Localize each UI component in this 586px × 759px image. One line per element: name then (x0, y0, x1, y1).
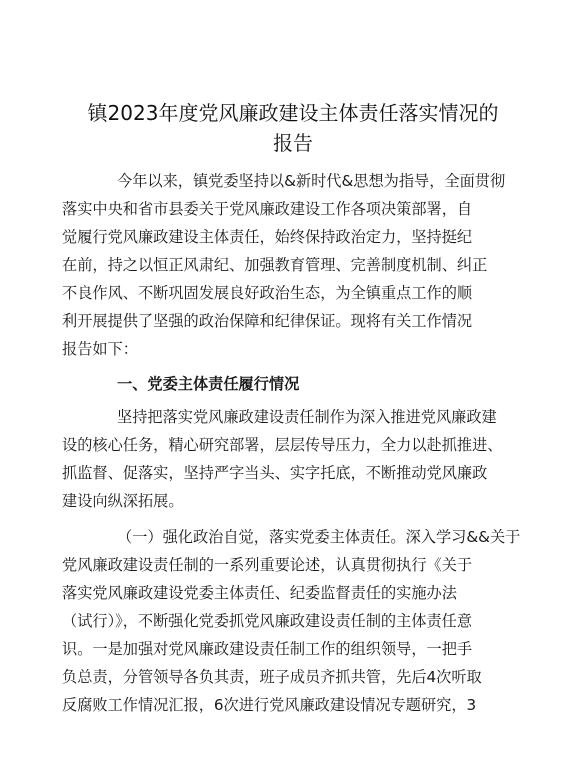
paragraph-line: 今年以来，镇党委坚持以&新时代&思想为指导，全面贯彻 (117, 172, 506, 190)
paragraph-line: 觉履行党风廉政建设主体责任，始终保持政治定力，坚持挺纪 (62, 228, 473, 246)
paragraph-line: 在前，持之以恒正风肃纪、加强教育管理、完善制度机制、纠正 (62, 256, 488, 274)
paragraph-line: 抓监督、促落实，坚持严字当头、实字托底，不断推动党风廉政 (62, 464, 488, 482)
paragraph-line: 党风廉政建设责任制的一系列重要论述，认真贯彻执行《关于 (62, 556, 473, 574)
paragraph-line: 建设向纵深拓展。 (62, 492, 184, 510)
paragraph-line: 不良作风、不断巩固发展良好政治生态，为全镇重点工作的顺 (62, 284, 473, 302)
paragraph-line: 识。一是加强对党风廉政建设责任制工作的组织领导，一把手 (62, 640, 473, 658)
paragraph-line: 落实党风廉政建设党委主体责任、纪委监督责任的实施办法 (62, 584, 457, 602)
paragraph-line: 负总责，分管领导各负其责，班子成员齐抓共管，先后4次听取 (62, 668, 482, 686)
title-line-2: 报告 (273, 131, 313, 155)
paragraph-line: 设的核心任务，精心研究部署，层层传导压力，全力以赴抓推进、 (62, 436, 503, 454)
paragraph-line: （一）强化政治自觉，落实党委主体责任。深入学习&&关于 (117, 528, 521, 546)
paragraph-line: 坚持把落实党风廉政建设责任制作为深入推进党风廉政建 (117, 408, 497, 426)
paragraph-line: 报告如下： (62, 340, 138, 358)
paragraph-line: 反腐败工作情况汇报，6次进行党风廉政建设情况专题研究，3 (62, 696, 477, 714)
title-line-1: 镇2023年度党风廉政建设主体责任落实情况的 (87, 101, 499, 125)
paragraph-line: （试行）》，不断强化党委抓党风廉政建设责任制的主体责任意 (62, 612, 473, 630)
paragraph-line: 利开展提供了坚强的政治保障和纪律保证。现将有关工作情况 (62, 312, 473, 330)
section-heading: 一、党委主体责任履行情况 (117, 375, 300, 393)
paragraph-line: 落实中央和省市县委关于党风廉政建设工作各项决策部署，自 (62, 200, 473, 218)
document-title (60, 98, 526, 158)
